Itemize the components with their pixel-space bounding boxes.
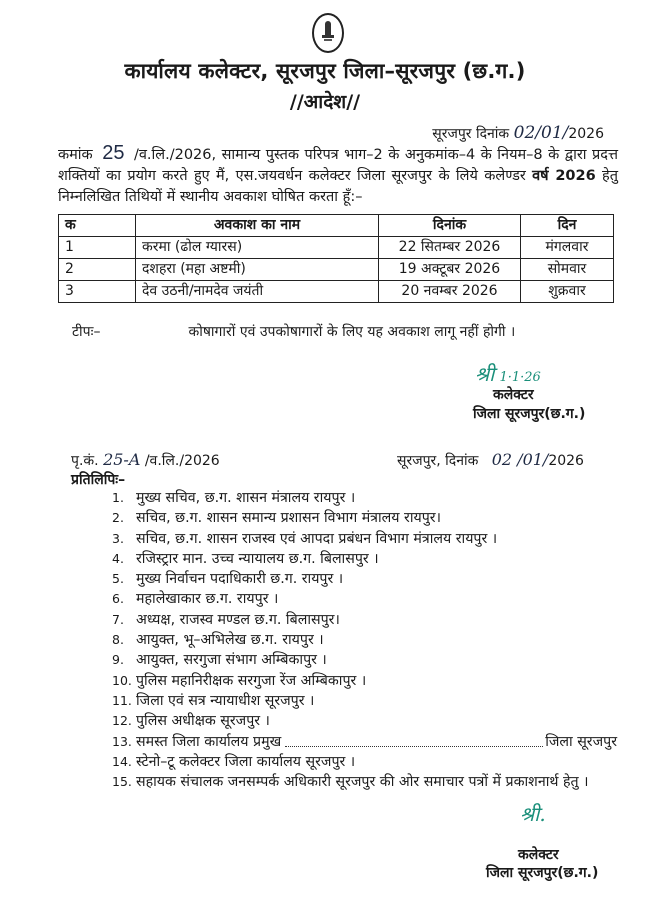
list-item-number: 11. [112, 692, 132, 708]
list-item-text: सहायक संचालक जनसम्पर्क अधिकारी सूरजपुर की ओर समाचार पत्रों में प्रकाशनार्थ हेतु । [136, 774, 589, 791]
list-item-number: 15. [112, 774, 132, 790]
list-item [112, 589, 617, 609]
list-item-number: 4. [112, 550, 124, 566]
order-body-paragraph [58, 143, 618, 208]
note-text: कोषागारों एवं उपकोषागारों के लिए यह अवकाश लागू नहीं होगी । [188, 324, 516, 340]
header-day: दिन [521, 215, 614, 237]
note [72, 322, 515, 341]
signature-scribble: श्री. [520, 802, 546, 826]
office-title: कार्यालय कलेक्टर, सूरजपुर जिला–सूरजपुर (छ.ग.) [124, 59, 526, 83]
signatory-district: जिला सूरजपुर(छ.ग.) [473, 406, 586, 422]
list-item [112, 752, 617, 772]
handwritten-date: 02/01/ [513, 123, 569, 143]
header-serial: क [59, 215, 136, 237]
state-emblem-icon [312, 13, 344, 53]
table-row [59, 237, 614, 259]
endorsement-ref [71, 450, 220, 470]
list-item-number: 9. [112, 652, 124, 668]
cell-date: 20 नवम्बर 2026 [379, 281, 521, 303]
header-holiday-name: अवकाश का नाम [136, 215, 379, 237]
table-row [59, 281, 614, 303]
order-year-bold: वर्ष 2026 [532, 168, 596, 184]
list-item-text: समस्त जिला कार्यालय प्रमुख [136, 733, 282, 750]
copy-to-list [112, 488, 617, 792]
cell-holiday-name: देव उठनी/नामदेव जयंती [136, 281, 379, 303]
signature-date: 1·1·26 [499, 370, 541, 385]
cell-day: मंगलवार [521, 237, 614, 259]
list-item-number: 6. [112, 591, 124, 607]
list-item [112, 732, 617, 752]
list-item-text: महालेखाकार छ.ग. रायपुर । [136, 591, 279, 608]
list-item [112, 772, 617, 792]
cell-date: 22 सितम्बर 2026 [379, 237, 521, 259]
list-item-number: 14. [112, 753, 132, 769]
list-item-text: पुलिस अधीक्षक सूरजपुर । [136, 713, 270, 730]
header-date: दिनांक [379, 215, 521, 237]
signatory-district: जिला सूरजपुर(छ.ग.) [486, 865, 599, 881]
list-item [112, 630, 617, 650]
table-header-row [59, 215, 614, 237]
endorsement-prefix: पृ.कं. [71, 453, 99, 469]
endorsement-year: 2026 [548, 453, 584, 469]
list-item-text: सचिव, छ.ग. शासन समान्य प्रशासन विभाग मंत्रालय रायपुर। [136, 510, 441, 527]
list-item-text: सचिव, छ.ग. शासन राजस्व एवं आपदा प्रबंधन विभाग मंत्रालय रायपुर । [136, 530, 498, 547]
date-year: 2026 [568, 126, 604, 142]
order-prefix: कमांक [58, 147, 93, 163]
signatory-designation: कलेक्टर [518, 847, 559, 863]
list-item [112, 488, 617, 508]
list-item-text: मुख्य सचिव, छ.ग. शासन मंत्रालय रायपुर । [136, 490, 356, 506]
list-item-number: 2. [112, 510, 124, 526]
order-text: /व.लि./2026, सामान्य पुस्तक परिपत्र भाग–2 के अनुकमांक–4 के नियम–8 के द्वारा प्रदत्त शक्तियों का प्रयोग करते हुए मैं, एस.जयवर्धन कलेक्टर जिला सूरजपुर के लिये कलेण्डर [58, 147, 619, 184]
cell-serial: 2 [59, 259, 136, 281]
list-item [112, 549, 617, 569]
list-item-number: 8. [112, 632, 124, 648]
list-item-number: 12. [112, 713, 132, 729]
signature-scribble: श्री [475, 362, 495, 386]
signature-block-1 [473, 360, 635, 422]
list-item-text: स्टेनो–टू कलेक्टर जिला कार्यालय सूरजपुर । [136, 753, 356, 770]
list-item-text: अध्यक्ष, राजस्व मण्डल छ.ग. बिलासपुर। [136, 611, 340, 628]
signatory-designation: कलेक्टर [493, 387, 534, 403]
list-item-text: आयुक्त, सरगुजा संभाग अम्बिकापुर । [136, 652, 327, 669]
endorsement-number: 25-A [103, 450, 141, 469]
endorsement-handwritten-date: 02 /01/ [491, 450, 549, 469]
copy-to-label: प्रतिलिपिः– [71, 472, 126, 488]
list-item [112, 569, 617, 589]
list-item-number: 7. [112, 611, 124, 627]
cell-holiday-name: दशहरा (महा अष्टमी) [136, 259, 379, 281]
list-item-text: पुलिस महानिरीक्षक सरगुजा रेंज अम्बिकापुर । [136, 672, 367, 689]
list-item-text: जिला एवं सत्र न्यायाधीश सूरजपुर । [136, 692, 315, 709]
list-item [112, 508, 617, 528]
cell-date: 19 अक्टूबर 2026 [379, 259, 521, 281]
list-item-text-after: जिला सूरजपुर [545, 733, 617, 750]
list-item-text: आयुक्त, भू–अभिलेख छ.ग. रायपुर । [136, 632, 324, 649]
dotted-leader [285, 732, 543, 747]
list-item [112, 711, 617, 731]
list-item [112, 691, 617, 711]
list-item [112, 529, 617, 549]
endorsement-date [397, 450, 584, 470]
cell-serial: 1 [59, 237, 136, 259]
list-item-number: 10. [112, 672, 132, 688]
list-item-text: मुख्य निर्वाचन पदाधिकारी छ.ग. रायपुर । [136, 571, 344, 588]
cell-holiday-name: करमा (ढोल ग्यारस) [136, 237, 379, 259]
order-number: 25 [102, 142, 125, 164]
endorsement-place-label: सूरजपुर, दिनांक [397, 453, 479, 469]
order-tail: हेतु निम्नलिखित तिथियों में स्थानीय अवकाश घोषित करता हूँ:– [58, 168, 619, 205]
holidays-table [58, 214, 614, 303]
endorsement-suffix: /व.लि./2026 [144, 453, 220, 469]
list-item-text: रजिस्ट्रार मान. उच्च न्यायालय छ.ग. बिलासपुर । [136, 550, 379, 567]
list-item-number: 3. [112, 530, 124, 546]
cell-day: सोमवार [521, 259, 614, 281]
cell-day: शुक्रवार [521, 281, 614, 303]
date-place-label: सूरजपुर दिनांक [432, 126, 510, 142]
list-item-number: 13. [112, 733, 132, 749]
order-date-line [432, 123, 604, 143]
table-row [59, 259, 614, 281]
list-item-number: 1. [112, 490, 124, 505]
order-title: //आदेश// [289, 91, 361, 113]
note-label: टीपः– [72, 324, 101, 340]
cell-serial: 3 [59, 281, 136, 303]
list-item [112, 610, 617, 630]
list-item [112, 650, 617, 670]
list-item-number: 5. [112, 571, 124, 587]
list-item [112, 671, 617, 691]
